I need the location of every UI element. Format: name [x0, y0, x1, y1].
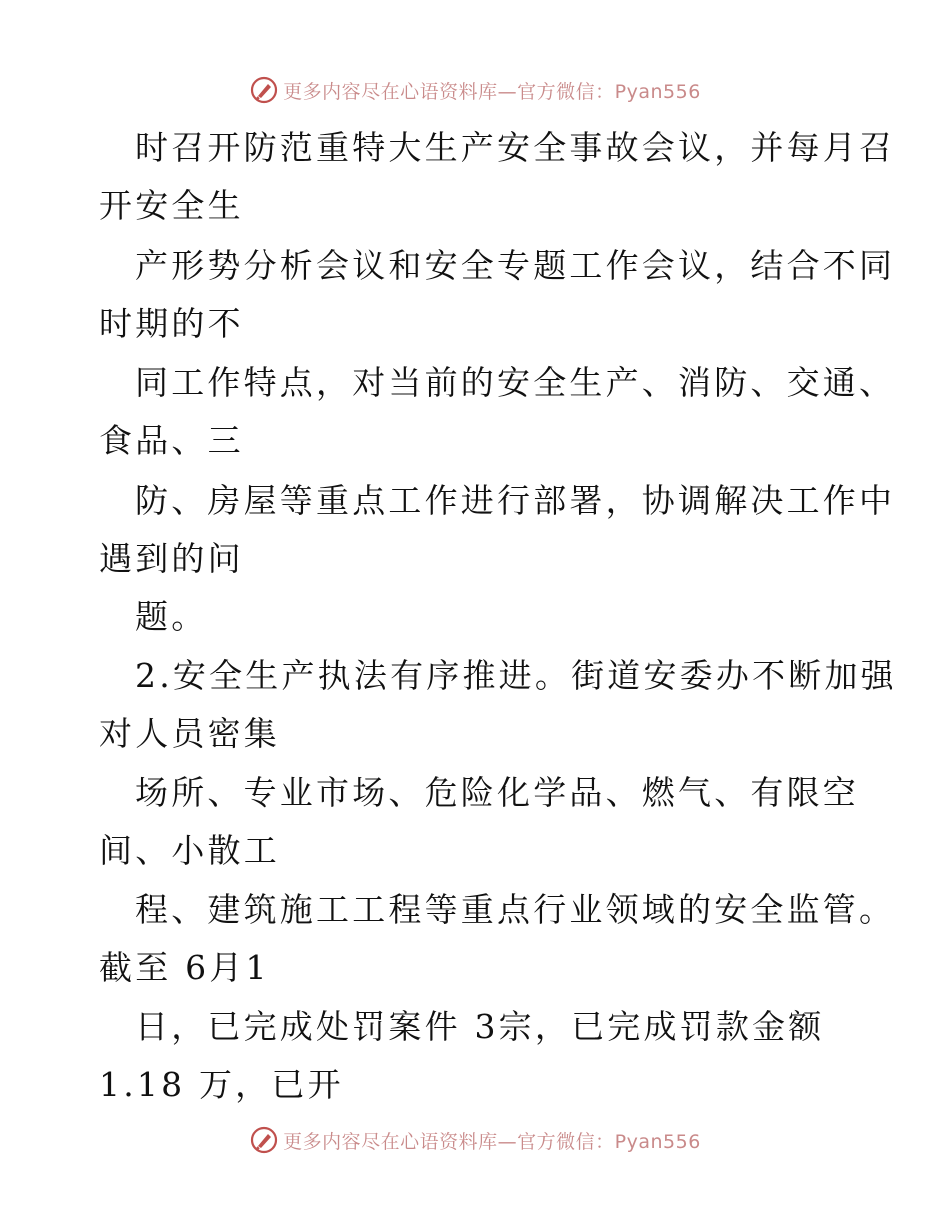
body-line: 场所、专业市场、危险化学品、燃气、有限空 [135, 773, 859, 812]
body-line: 食品、三 [99, 421, 244, 460]
pen-seal-logo-icon [249, 1125, 279, 1155]
footer-watermark-text: 更多内容尽在心语资料库—官方微信：Pyan556 [283, 1130, 701, 1153]
body-line: 防、房屋等重点工作进行部署，协调解决工作中 [135, 481, 896, 520]
body-line: 对人员密集 [99, 714, 280, 753]
body-line: 遇到的问 [99, 539, 244, 578]
body-line: 程、建筑施工工程等重点行业领域的安全监管。 [135, 890, 896, 929]
body-line: 同工作特点，对当前的安全生产、消防、交通、 [135, 363, 896, 402]
body-line: 时召开防范重特大生产安全事故会议，并每月召 [135, 128, 896, 167]
header-watermark-text: 更多内容尽在心语资料库—官方微信：Pyan556 [283, 80, 701, 103]
footer-watermark [0, 1120, 950, 1160]
body-line: 时期的不 [99, 304, 244, 343]
body-line: 2.安全生产执法有序推进。街道安委办不断加强 [135, 656, 897, 695]
body-line: 题。 [135, 597, 208, 636]
body-line: 产形势分析会议和安全专题工作会议，结合不同 [135, 246, 896, 285]
body-line: 开安全生 [99, 186, 244, 225]
body-line: 日，已完成处罚案件 3宗，已完成罚款金额 [135, 1007, 825, 1046]
body-line: 1.18 万，已开 [99, 1065, 344, 1104]
body-line: 间、小散工 [99, 831, 280, 870]
body-line: 截至 6月1 [99, 948, 270, 987]
